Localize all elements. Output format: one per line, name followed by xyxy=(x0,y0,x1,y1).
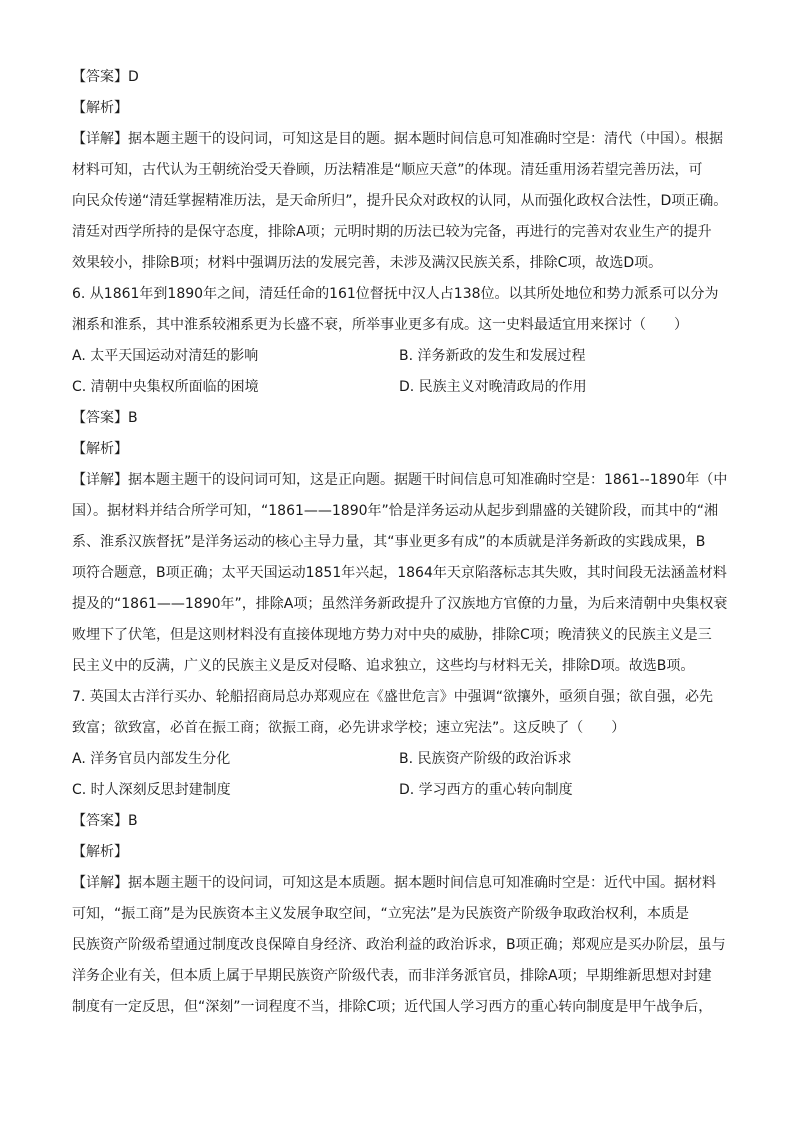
q7-detail-line: 民族资产阶级希望通过制度改良保障自身经济、政治利益的政治诉求，B项正确；郑观应是买办阶层，虽与 xyxy=(72,937,726,953)
q6-option-c: C. 清朝中央集权所面临的困境 xyxy=(72,379,259,395)
q7-option-a: A. 洋务官员内部发生分化 xyxy=(72,751,231,767)
q5-detail-line: 效果较小，排除B项；材料中强调历法的发展完善，未涉及满汉民族关系，排除C项，故选D项。 xyxy=(72,255,663,271)
q6-detail-line: 国）。据材料并结合所学可知，“1861——1890年”恰是洋务运动从起步到鼎盛的关键阶段，而其中的“湘 xyxy=(72,503,719,519)
q5-detail-line: 清廷对西学所持的是保守态度，排除A项；元明时期的历法已较为完备，再进行的完善对农业生产的提升 xyxy=(72,224,712,240)
q6-stem-line: 6. 从1861年到1890年之间，清廷任命的161位督抚中汉人占138位。以其所处地位和势力派系可以分为 xyxy=(72,286,719,302)
q6-analysis-label: 【解析】 xyxy=(72,441,128,457)
q7-analysis-label: 【解析】 xyxy=(72,844,128,860)
q7-stem-line: 致富；欲致富，必首在振工商；欲振工商，必先讲求学校；速立宪法”。这反映了（ ） xyxy=(72,720,626,736)
q7-detail-line: 【详解】据本题主题干的设问词，可知这是本质题。据本题时间信息可知准确时空是：近代中国。据材料 xyxy=(72,875,716,891)
q6-detail-line: 败埋下了伏笔，但是这则材料没有直接体现地方势力对中央的威胁，排除C项；晚清狭义的民族主义是三 xyxy=(72,627,712,643)
q7-options-row xyxy=(72,744,732,775)
q5-answer: 【答案】D xyxy=(72,69,139,85)
q7-options-row xyxy=(72,775,732,806)
q6-answer: 【答案】B xyxy=(72,410,138,426)
q6-detail-line: 民主义中的反满，广义的民族主义是反对侵略、追求独立，这些均与材料无关，排除D项。故选B项。 xyxy=(72,658,695,674)
q6-options-row xyxy=(72,341,732,372)
document-page xyxy=(72,62,732,1023)
q6-options-row xyxy=(72,372,732,403)
q5-detail-line: 材料可知，古代认为王朝统治受天眷顾，历法精准是“顺应天意”的体现。清廷重用汤若望完善历法，可 xyxy=(72,162,703,178)
q7-option-b: B. 民族资产阶级的政治诉求 xyxy=(399,751,572,767)
q6-option-a: A. 太平天国运动对清廷的影响 xyxy=(72,348,259,364)
q6-option-b: B. 洋务新政的发生和发展过程 xyxy=(399,348,586,364)
q7-stem-line: 7. 英国太古洋行买办、轮船招商局总办郑观应在《盛世危言》中强调“欲攘外，亟须自强；欲自强，必先 xyxy=(72,689,714,705)
q7-detail-line: 可知，“振工商”是为民族资本主义发展争取空间，“立宪法”是为民族资产阶级争取政治权利，本质是 xyxy=(72,906,690,922)
q5-detail-line: 向民众传递“清廷掌握精准历法，是天命所归”，提升民众对政权的认同，从而强化政权合法性，D项正确。 xyxy=(72,193,728,209)
q7-option-c: C. 时人深刻反思封建制度 xyxy=(72,782,231,798)
q7-detail-line: 洋务企业有关，但本质上属于早期民族资产阶级代表，而非洋务派官员，排除A项；早期维新思想对封建 xyxy=(72,968,712,984)
q6-detail-line: 项符合题意，B项正确；太平天国运动1851年兴起，1864年天京陷落标志其失败，其时间段无法涵盖材料 xyxy=(72,565,727,581)
q6-detail-line: 【详解】据本题主题干的设问词可知，这是正向题。据题干时间信息可知准确时空是：1861--1890年（中 xyxy=(72,472,728,488)
q6-option-d: D. 民族主义对晚清政局的作用 xyxy=(399,379,587,395)
q7-option-d: D. 学习西方的重心转向制度 xyxy=(399,782,573,798)
q5-detail-line: 【详解】据本题主题干的设问词，可知这是目的题。据本题时间信息可知准确时空是：清代（中国）。根据 xyxy=(72,131,723,147)
q7-detail-line: 制度有一定反思，但“深刻”一词程度不当，排除C项；近代国人学习西方的重心转向制度是甲午战争后， xyxy=(72,999,713,1015)
q7-answer: 【答案】B xyxy=(72,813,138,829)
q6-detail-line: 系、淮系汉族督抚”是洋务运动的核心主导力量，其“事业更多有成”的本质就是洋务新政的实践成果，B xyxy=(72,534,706,550)
q5-analysis-label: 【解析】 xyxy=(72,100,128,116)
q6-stem-line: 湘系和淮系，其中淮系较湘系更为长盛不衰，所举事业更多有成。这一史料最适宜用来探讨（ ） xyxy=(72,317,688,333)
q6-detail-line: 提及的“1861——1890年”，排除A项；虽然洋务新政提升了汉族地方官僚的力量，为后来清朝中央集权衰 xyxy=(72,596,728,612)
